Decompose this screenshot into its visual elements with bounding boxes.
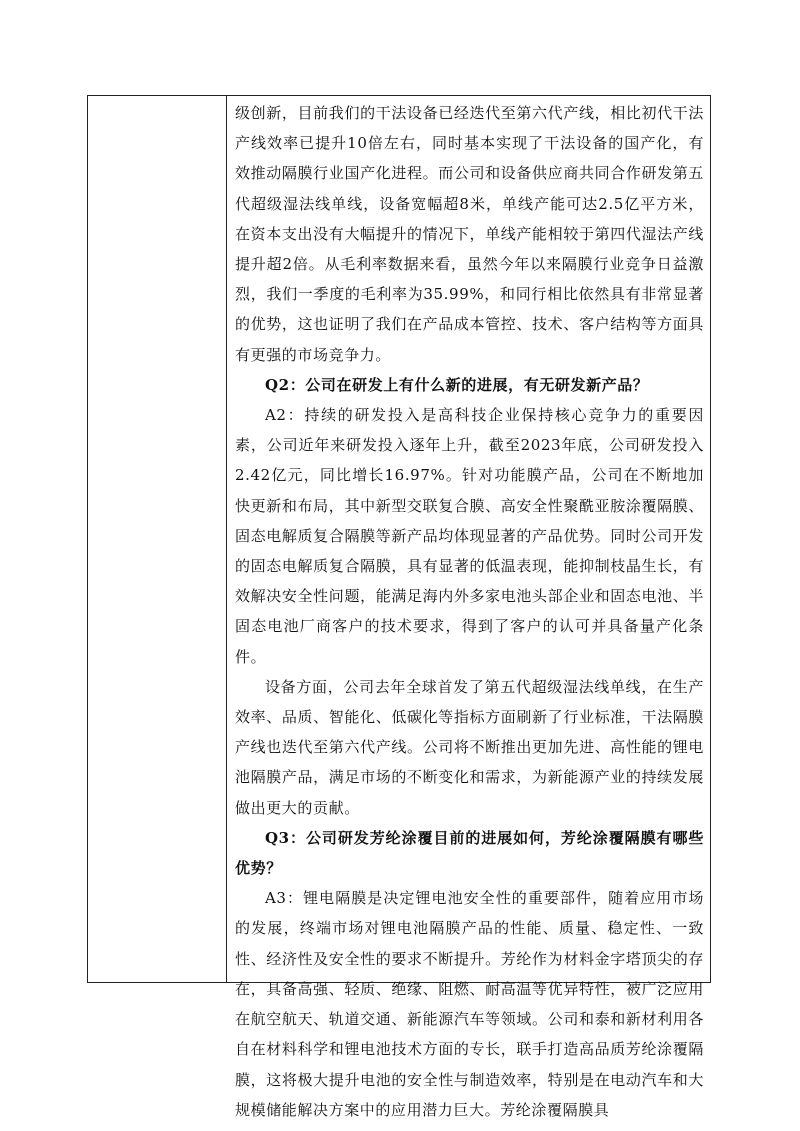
table-label-cell	[88, 96, 227, 982]
answer-2-paragraph-2: 设备方面，公司去年全球首发了第五代超级湿法线单线，在生产效率、品质、智能化、低碳化等指标方面刷新了行业标准，干法隔膜产线也迭代至第六代产线。公司将不断推出更加先进、高性能的锂电池隔膜产品，满足市场的不断变化和需求，为新能源产业的持续发展做出更大的贡献。	[235, 677, 704, 817]
answer-continuation-paragraph: 级创新，目前我们的干法设备已经迭代至第六代产线，相比初代干法产线效率已提升10倍左右，同时基本实现了干法设备的国产化，有效推动隔膜行业国产化进程。而公司和设备供应商共同合作研发第五代超级湿法线单线，设备宽幅超8米，单线产能可达2.5亿平方米，在资本支出没有大幅提升的情况下，单线产能相较于第四代湿法产线提升超2倍。从毛利率数据来看，虽然今年以来隔膜行业竞争日益激烈，我们一季度的毛利率为35.99%，和同行相比依然具有非常显著的优势，这也证明了我们在产品成本管控、技术、客户结构等方面具有更强的市场竞争力。	[235, 104, 704, 364]
question-3: Q3：公司研发芳纶涂覆目前的进展如何，芳纶涂覆隔膜有哪些优势？	[235, 828, 704, 878]
question-2: Q2：公司在研发上有什么新的进展，有无研发新产品？	[265, 375, 649, 394]
qa-table	[87, 95, 711, 1119]
answer-3-paragraph-1: A3：锂电隔膜是决定锂电池安全性的重要部件，随着应用市场的发展，终端市场对锂电池隔膜产品的性能、质量、稳定性、一致性、经济性及安全性的要求不断提升。芳纶作为材料金字塔顶尖的存在，具备高强、轻质、绝缘、阻燃、耐高温等优异特性，被广泛应用在航空航天、轨道交通、新能源汽车等领域。公司和泰和新材利用各自在材料科学和锂电池技术方面的专长，联手打造高品质芳纶涂覆隔膜，这将极大提升电池的安全性与制造效率，特别是在电动汽车和大规模储能解决方案中的应用潜力巨大。芳纶涂覆隔膜具	[235, 889, 704, 1119]
table-content-cell	[227, 96, 710, 1119]
answer-2-paragraph-1: A2：持续的研发投入是高科技企业保持核心竞争力的重要因素，公司近年来研发投入逐年上升，截至2023年底，公司研发投入2.42亿元，同比增长16.97%。针对功能膜产品，公司在不断地加快更新和布局，其中新型交联复合膜、高安全性聚酰亚胺涂覆隔膜、固态电解质复合隔膜等新产品均体现显著的产品优势。同时公司开发的固态电解质复合隔膜，具有显著的低温表现，能抑制枝晶生长，有效解决安全性问题，能满足海内外多家电池头部企业和固态电池、半固态电池厂商客户的技术要求，得到了客户的认可并具备量产化条件。	[235, 406, 704, 666]
